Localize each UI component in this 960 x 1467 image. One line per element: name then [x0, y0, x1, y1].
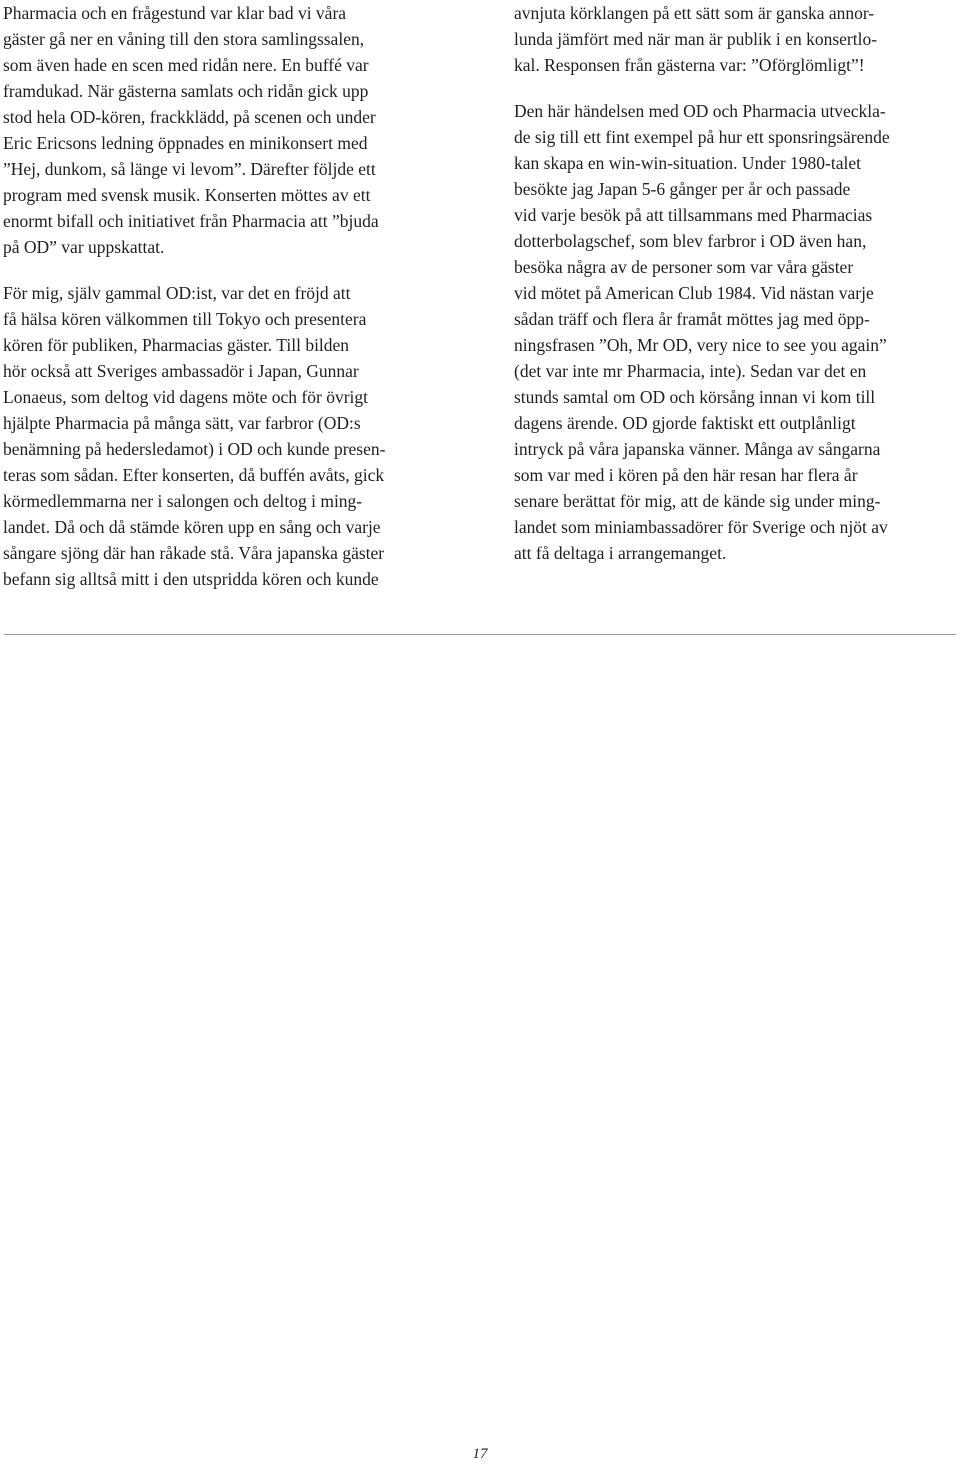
text-line: besökte jag Japan 5-6 gånger per år och passade	[514, 179, 851, 199]
text-line: på OD” var uppskattat.	[3, 237, 165, 257]
text-line: stunds samtal om OD och körsång innan vi kom till	[514, 387, 876, 407]
text-line: som var med i kören på den här resan har flera år	[514, 465, 858, 485]
text-line: enormt bifall och initiativet från Pharmacia att ”bjuda	[3, 211, 379, 231]
text-line: stod hela OD-kören, frackklädd, på scenen och under	[3, 107, 376, 127]
paragraph	[3, 280, 453, 592]
paragraph	[514, 0, 959, 78]
text-line: få hälsa kören välkommen till Tokyo och presentera	[3, 309, 367, 329]
text-line: de sig till ett fint exempel på hur ett sponsringsärende	[514, 127, 890, 147]
text-line: sådan träff och flera år framåt möttes jag med öpp-	[514, 309, 870, 329]
text-line: kören för publiken, Pharmacias gäster. Till bilden	[3, 335, 350, 355]
text-line: teras som sådan. Efter konserten, då buffén avåts, gick	[3, 465, 385, 485]
paragraph-spacer	[3, 260, 453, 280]
text-line: hör också att Sveriges ambassadör i Japan, Gunnar	[3, 361, 359, 381]
text-line: Pharmacia och en frågestund var klar bad vi våra	[3, 3, 347, 23]
text-line: vid mötet på American Club 1984. Vid nästan varje	[514, 283, 874, 303]
text-line: Eric Ericsons ledning öppnades en minikonsert med	[3, 133, 368, 153]
paragraph	[3, 0, 453, 260]
text-line: framdukad. När gästerna samlats och ridån gick upp	[3, 81, 369, 101]
text-line: senare berättat för mig, att de kände sig under ming-	[514, 491, 881, 511]
text-line: kal. Responsen från gästerna var: ”Oförglömligt”!	[514, 55, 865, 75]
text-line: vid varje besök på att tillsammans med Pharmacias	[514, 205, 873, 225]
text-line: kan skapa en win-win-situation. Under 1980-talet	[514, 153, 861, 173]
text-line: lunda jämfört med när man är publik i en konsertlo-	[514, 29, 878, 49]
text-line: dagens ärende. OD gjorde faktiskt ett outplånligt	[514, 413, 856, 433]
text-line: landet. Då och då stämde kören upp en sång och varje	[3, 517, 381, 537]
text-line: Lonaeus, som deltog vid dagens möte och för övrigt	[3, 387, 368, 407]
text-line: (det var inte mr Pharmacia, inte). Sedan var det en	[514, 361, 867, 381]
text-line: dotterbolagschef, som blev farbror i OD även han,	[514, 231, 867, 251]
text-line: besöka några av de personer som var våra gäster	[514, 257, 854, 277]
text-line: För mig, själv gammal OD:ist, var det en fröjd att	[3, 283, 351, 303]
right-text-column	[514, 0, 959, 566]
paragraph	[514, 98, 959, 566]
paragraph-spacer	[514, 78, 959, 98]
text-line: avnjuta körklangen på ett sätt som är ganska annor-	[514, 3, 875, 23]
text-line: ningsfrasen ”Oh, Mr OD, very nice to see you again”	[514, 335, 887, 355]
horizontal-divider	[4, 634, 956, 635]
text-line: gäster gå ner en våning till den stora samlingssalen,	[3, 29, 365, 49]
text-line: ”Hej, dunkom, så länge vi levom”. Därefter följde ett	[3, 159, 376, 179]
text-line: intryck på våra japanska vänner. Många av sångarna	[514, 439, 881, 459]
text-line: hjälpte Pharmacia på många sätt, var farbror (OD:s	[3, 413, 361, 433]
text-line: att få deltaga i arrangemanget.	[514, 543, 727, 563]
text-line: benämning på hedersledamot) i OD och kunde presen-	[3, 439, 386, 459]
text-line: landet som miniambassadörer för Sverige och njöt av	[514, 517, 888, 537]
text-line: sångare sjöng där han råkade stå. Våra japanska gäster	[3, 543, 385, 563]
text-line: Den här händelsen med OD och Pharmacia utveckla-	[514, 101, 886, 121]
page-number: 17	[472, 1446, 488, 1462]
text-line: program med svensk musik. Konserten möttes av ett	[3, 185, 371, 205]
text-line: som även hade en scen med ridån nere. En buffé var	[3, 55, 369, 75]
left-text-column	[3, 0, 453, 592]
text-line: körmedlemmarna ner i salongen och deltog i ming-	[3, 491, 363, 511]
text-line: befann sig alltså mitt i den utspridda kören och kunde	[3, 569, 379, 589]
